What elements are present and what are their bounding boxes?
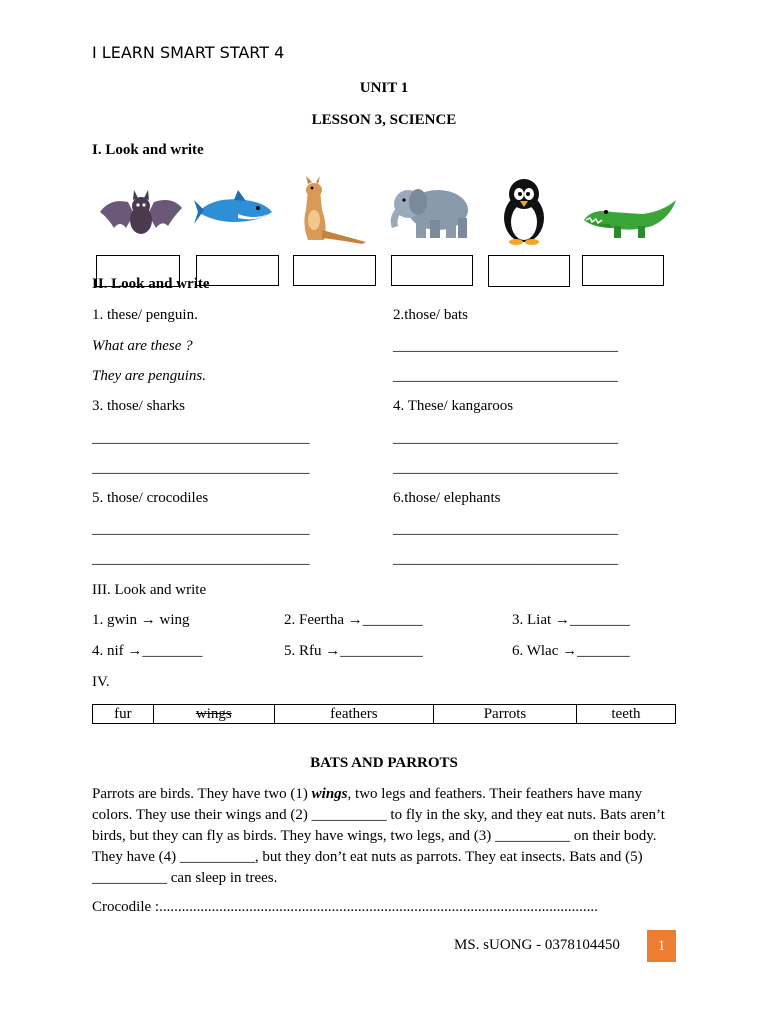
- ex2-q1: 1. these/ penguin.: [92, 307, 198, 323]
- passage-part-2: , two legs and feathers. Their feathers have many colors. They use their wings and (2) __________ to fly in the sky, and they eat nuts. Bats aren’t birds, but they can fly as birds. They have wings, two legs, and (3) __________ on their body. They have (4) __________, but they don’t eat nuts as parrots. They eat insects. Bats and (5) __________ can sleep in trees.: [92, 786, 665, 886]
- shark-icon: [194, 190, 274, 232]
- answer-box-6[interactable]: [582, 255, 664, 286]
- footer-author: MS. sUONG - 0378104450: [454, 937, 620, 953]
- ex3-item-4[interactable]: 4. nif →________: [92, 643, 203, 659]
- ex2-q2: 2.those/ bats: [393, 307, 468, 323]
- header-title: I LEARN SMART START 4: [92, 43, 285, 62]
- ex2-q4: 4. These/ kangaroos: [393, 398, 514, 414]
- ex2-blank[interactable]: ______________________________: [393, 368, 618, 384]
- crocodile-icon: [582, 196, 678, 242]
- unit-title: UNIT 1: [359, 80, 409, 96]
- answer-box-4[interactable]: [391, 255, 473, 286]
- word-bank-cell-used: wings: [153, 705, 274, 724]
- answer-box-3[interactable]: [293, 255, 376, 286]
- ex2-blank[interactable]: ______________________________: [393, 521, 618, 537]
- ex3-item-5[interactable]: 5. Rfu →___________: [284, 643, 423, 659]
- section-1-heading: I. Look and write: [92, 142, 204, 158]
- word-bank-cell: feathers: [274, 705, 433, 724]
- kangaroo-icon: [288, 176, 368, 246]
- answer-box-5[interactable]: [488, 255, 570, 287]
- word-bank-cell: fur: [93, 705, 154, 724]
- word-bank-table: [92, 704, 676, 724]
- word-bank-cell: teeth: [576, 705, 675, 724]
- page-number-badge: 1: [647, 930, 676, 962]
- ex2-q1-question: What are these ?: [92, 338, 193, 354]
- passage-text: [92, 784, 672, 889]
- ex2-blank[interactable]: ______________________________: [393, 460, 618, 476]
- passage-bold-word: wings: [311, 786, 348, 802]
- ex3-item-6[interactable]: 6. Wlac →_______: [512, 643, 630, 659]
- ex3-item-3[interactable]: 3. Liat →________: [512, 612, 630, 628]
- ex2-blank[interactable]: _____________________________: [92, 521, 310, 537]
- ex2-q6: 6.those/ elephants: [393, 490, 501, 506]
- ex2-blank[interactable]: ______________________________: [393, 338, 618, 354]
- ex2-blank[interactable]: _____________________________: [92, 460, 310, 476]
- crocodile-line[interactable]: Crocodile :.....................................................................................................................: [92, 899, 598, 915]
- ex2-blank[interactable]: _____________________________: [92, 430, 310, 446]
- ex2-q5: 5. those/ crocodiles: [92, 490, 209, 506]
- word-bank-cell: Parrots: [434, 705, 577, 724]
- section-2-heading: II. Look and write: [92, 276, 210, 292]
- ex2-q3: 3. those/ sharks: [92, 398, 185, 414]
- ex2-blank[interactable]: _____________________________: [92, 551, 310, 567]
- passage-part-1: Parrots are birds. They have two (1): [92, 786, 312, 802]
- elephant-icon: [386, 182, 474, 242]
- ex2-q1-answer: They are penguins.: [92, 368, 207, 384]
- passage-title: BATS AND PARROTS: [310, 755, 458, 771]
- section-4-heading: IV.: [92, 674, 110, 690]
- section-2-heading-clip: [92, 276, 292, 295]
- ex3-item-1: 1. gwin → wing: [92, 612, 190, 628]
- penguin-icon: [494, 176, 554, 246]
- ex3-item-2[interactable]: 2. Feertha →________: [284, 612, 423, 628]
- section-3-heading: III. Look and write: [92, 582, 207, 598]
- ex2-blank[interactable]: ______________________________: [393, 430, 618, 446]
- lesson-title: LESSON 3, SCIENCE: [311, 112, 457, 128]
- ex2-blank[interactable]: ______________________________: [393, 551, 618, 567]
- bat-icon: [98, 188, 184, 244]
